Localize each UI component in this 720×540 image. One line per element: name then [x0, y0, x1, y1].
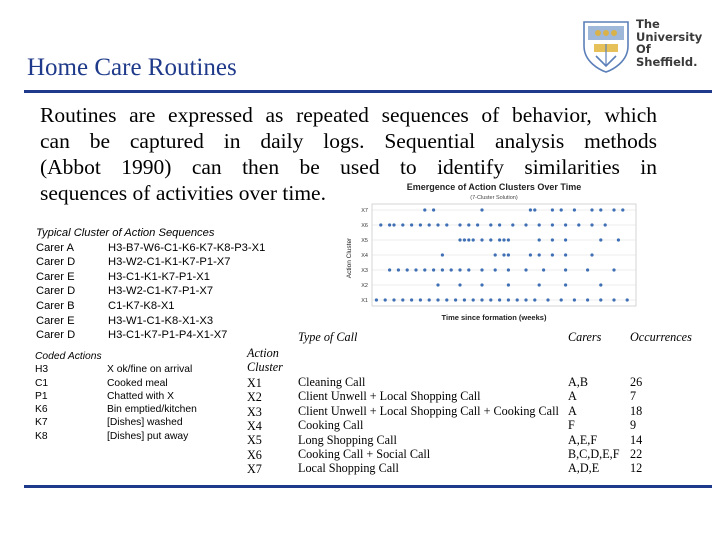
chart-point — [432, 268, 435, 271]
code-row: K8 [Dishes] put away — [35, 430, 189, 442]
cluster-column — [247, 346, 283, 477]
chart-point — [507, 298, 510, 301]
top-divider — [24, 90, 712, 93]
chart-point — [401, 298, 404, 301]
chart-point — [498, 238, 501, 241]
chart-point — [551, 208, 554, 211]
chart-point — [599, 208, 602, 211]
chart-point — [542, 268, 545, 271]
chart-point — [564, 253, 567, 256]
chart-point — [524, 268, 527, 271]
type-of-call-header: Type of Call — [298, 330, 358, 344]
occurrences-cell: 14 — [630, 432, 643, 447]
chart-point — [564, 283, 567, 286]
chart-point — [599, 298, 602, 301]
chart-point — [507, 253, 510, 256]
chart-point — [617, 238, 620, 241]
chart-point — [498, 298, 501, 301]
chart-point — [599, 283, 602, 286]
chart-ylabel: Action Cluster — [346, 237, 353, 279]
chart-point — [423, 208, 426, 211]
chart-point — [511, 223, 514, 226]
sequence-heading: Typical Cluster of Action Sequences — [36, 227, 215, 239]
chart-point — [502, 253, 505, 256]
chart-point — [441, 253, 444, 256]
chart-point — [436, 223, 439, 226]
chart-point — [502, 238, 505, 241]
occurrences-cell: 26 — [630, 375, 643, 389]
occurrences-cell: 7 — [630, 389, 637, 404]
chart-point — [489, 298, 492, 301]
chart-point — [436, 283, 439, 286]
cluster-cell: X6 — [247, 447, 262, 462]
sequence-row: Carer E H3-C1-K1-K7-P1-X1 — [36, 270, 210, 283]
chart-point — [467, 223, 470, 226]
carers-cell: A — [568, 389, 577, 404]
chart-y-tick-label: X6 — [361, 223, 368, 229]
chart-point — [445, 298, 448, 301]
type-column — [298, 375, 559, 476]
chart-point — [612, 298, 615, 301]
chart-point — [626, 298, 629, 301]
chart-point — [401, 223, 404, 226]
chart-y-tick-label: X4 — [361, 253, 368, 259]
type-cell: Local Shopping Call — [298, 461, 399, 476]
cluster-cell: X5 — [247, 433, 262, 448]
coded-actions-heading: Coded Actions — [35, 351, 102, 362]
chart-point — [463, 298, 466, 301]
chart-title: Emergence of Action Clusters Over Time — [406, 182, 582, 192]
code-row: H3 X ok/fine on arrival — [35, 364, 193, 376]
chart-point — [612, 268, 615, 271]
cluster-cell: X2 — [247, 390, 262, 405]
chart-point — [524, 298, 527, 301]
chart-point — [463, 238, 466, 241]
cluster-header-line: Action — [247, 346, 279, 360]
chart-point — [375, 298, 378, 301]
carers-cell: B,C,D,E,F — [568, 447, 620, 462]
chart-point — [458, 223, 461, 226]
sequence-row: Carer E H3-W1-C1-K8-X1-X3 — [36, 314, 214, 327]
carers-cell: F — [568, 418, 575, 433]
chart-point — [410, 223, 413, 226]
chart-subtitle: (7-Cluster Solution) — [470, 195, 518, 201]
chart-point — [612, 208, 615, 211]
chart-point — [480, 208, 483, 211]
body-line-4: sequences of activities over time. — [40, 181, 326, 205]
cluster-header-line: Cluster — [247, 360, 283, 375]
chart-point — [480, 238, 483, 241]
shield-crest-icon — [584, 22, 628, 72]
type-cell: Cooking Call — [298, 418, 364, 433]
chart-point — [472, 298, 475, 301]
chart-point — [489, 223, 492, 226]
chart-point — [573, 298, 576, 301]
chart-point — [494, 253, 497, 256]
type-cell: Long Shopping Call — [298, 432, 397, 447]
chart-y-tick-label: X7 — [361, 208, 368, 214]
chart-point — [551, 238, 554, 241]
type-cell: Client Unwell + Local Shopping Call — [298, 389, 481, 404]
chart-point — [480, 268, 483, 271]
cluster-emergence-chart — [344, 180, 644, 325]
chart-point — [516, 298, 519, 301]
chart-point — [586, 298, 589, 301]
chart-point — [458, 283, 461, 286]
chart-point — [538, 238, 541, 241]
chart-point — [423, 268, 426, 271]
chart-xlabel: Time since formation (weeks) — [441, 313, 547, 322]
chart-point — [560, 298, 563, 301]
carers-cell: A,B — [568, 375, 588, 389]
chart-point — [428, 298, 431, 301]
chart-point — [384, 298, 387, 301]
chart-point — [436, 298, 439, 301]
chart-point — [480, 298, 483, 301]
occurrences-cell: 18 — [630, 403, 643, 418]
bottom-divider — [24, 485, 712, 488]
chart-point — [564, 238, 567, 241]
code-row: K6 Bin emptied/kitchen — [35, 404, 197, 416]
chart-point — [599, 238, 602, 241]
chart-point — [507, 268, 510, 271]
chart-point — [419, 223, 422, 226]
chart-point — [397, 268, 400, 271]
page-title: Home Care Routines — [27, 54, 237, 81]
chart-point — [590, 253, 593, 256]
chart-point — [604, 223, 607, 226]
chart-point — [480, 283, 483, 286]
chart-point — [388, 268, 391, 271]
chart-point — [538, 283, 541, 286]
chart-point — [428, 223, 431, 226]
sequence-row: Carer B C1-K7-K8-X1 — [36, 299, 175, 312]
chart-point — [498, 223, 501, 226]
chart-point — [494, 268, 497, 271]
chart-point — [476, 223, 479, 226]
chart-point — [450, 268, 453, 271]
sequence-row: Carer A H3-B7-W6-C1-K6-K7-K8-P3-X1 — [36, 241, 266, 254]
type-cell: Client Unwell + Local Shopping Call + Cooking Call — [298, 403, 559, 418]
cluster-cell: X7 — [247, 462, 262, 477]
chart-point — [414, 268, 417, 271]
chart-point — [577, 223, 580, 226]
coded-actions-list — [35, 350, 197, 443]
chart-point — [419, 298, 422, 301]
type-cell: Cooking Call + Social Call — [298, 447, 431, 462]
occurrences-header: Occurrences — [630, 330, 692, 344]
type-cell: Cleaning Call — [298, 375, 366, 389]
chart-point — [472, 238, 475, 241]
chart-point — [564, 268, 567, 271]
sequence-row: Carer D H3-W2-C1-K7-P1-X7 — [36, 285, 214, 298]
cluster-cell: X1 — [247, 375, 262, 390]
chart-point — [467, 238, 470, 241]
body-line-2: can be captured in daily logs. Sequential analysis methods — [40, 129, 657, 153]
chart-point — [560, 208, 563, 211]
chart-point — [621, 208, 624, 211]
chart-point — [489, 238, 492, 241]
chart-point — [467, 268, 470, 271]
sequence-list — [36, 226, 265, 343]
chart-point — [524, 223, 527, 226]
carers-header: Carers — [568, 330, 602, 344]
chart-point — [529, 208, 532, 211]
chart-point — [538, 223, 541, 226]
chart-point — [590, 223, 593, 226]
chart-y-tick-label: X5 — [361, 238, 368, 244]
carers-cell: A,E,F — [568, 432, 598, 447]
chart-point — [445, 223, 448, 226]
chart-point — [551, 253, 554, 256]
chart-y-tick-label: X3 — [361, 268, 368, 274]
chart-point — [564, 223, 567, 226]
university-wordmark: The University Of Sheffield. — [636, 17, 703, 69]
chart-point — [432, 208, 435, 211]
cluster-cell: X4 — [247, 419, 262, 434]
chart-point — [507, 238, 510, 241]
chart-point — [551, 223, 554, 226]
carers-cell: A,D,E — [568, 461, 600, 476]
chart-point — [533, 298, 536, 301]
chart-point — [388, 223, 391, 226]
chart-point — [507, 283, 510, 286]
occurrences-cell: 9 — [630, 418, 637, 433]
body-line-1: Routines are expressed as repeated sequences of behavior, which — [40, 103, 657, 127]
body-line-3: (Abbot 1990) can then be used to identify similarities in — [40, 155, 657, 179]
carers-cell: A — [568, 403, 577, 418]
code-row: P1 Chatted with X — [35, 390, 174, 402]
chart-point — [458, 268, 461, 271]
occurrences-cell: 12 — [630, 461, 643, 476]
sequence-row: Carer D H3-C1-K7-P1-P4-X1-X7 — [36, 329, 228, 342]
code-row: K7 [Dishes] washed — [35, 417, 183, 429]
cluster-cell: X3 — [247, 404, 262, 419]
code-row: C1 Cooked meal — [35, 377, 168, 389]
chart-point — [410, 298, 413, 301]
chart-point — [546, 298, 549, 301]
chart-background — [344, 180, 644, 325]
chart-point — [538, 253, 541, 256]
occurrences-column — [630, 375, 642, 476]
chart-point — [458, 238, 461, 241]
chart-point — [392, 298, 395, 301]
chart-point — [441, 268, 444, 271]
chart-y-tick-label: X1 — [361, 298, 368, 304]
chart-point — [379, 223, 382, 226]
sequence-row: Carer D H3-W2-C1-K1-K7-P1-X7 — [36, 256, 231, 269]
chart-point — [573, 208, 576, 211]
chart-point — [406, 268, 409, 271]
chart-point — [590, 208, 593, 211]
chart-point — [586, 268, 589, 271]
chart-point — [533, 208, 536, 211]
chart-point — [392, 223, 395, 226]
carers-column — [568, 375, 619, 476]
occurrences-cell: 22 — [630, 447, 643, 462]
chart-point — [529, 253, 532, 256]
chart-y-tick-label: X2 — [361, 283, 368, 289]
chart-point — [454, 298, 457, 301]
